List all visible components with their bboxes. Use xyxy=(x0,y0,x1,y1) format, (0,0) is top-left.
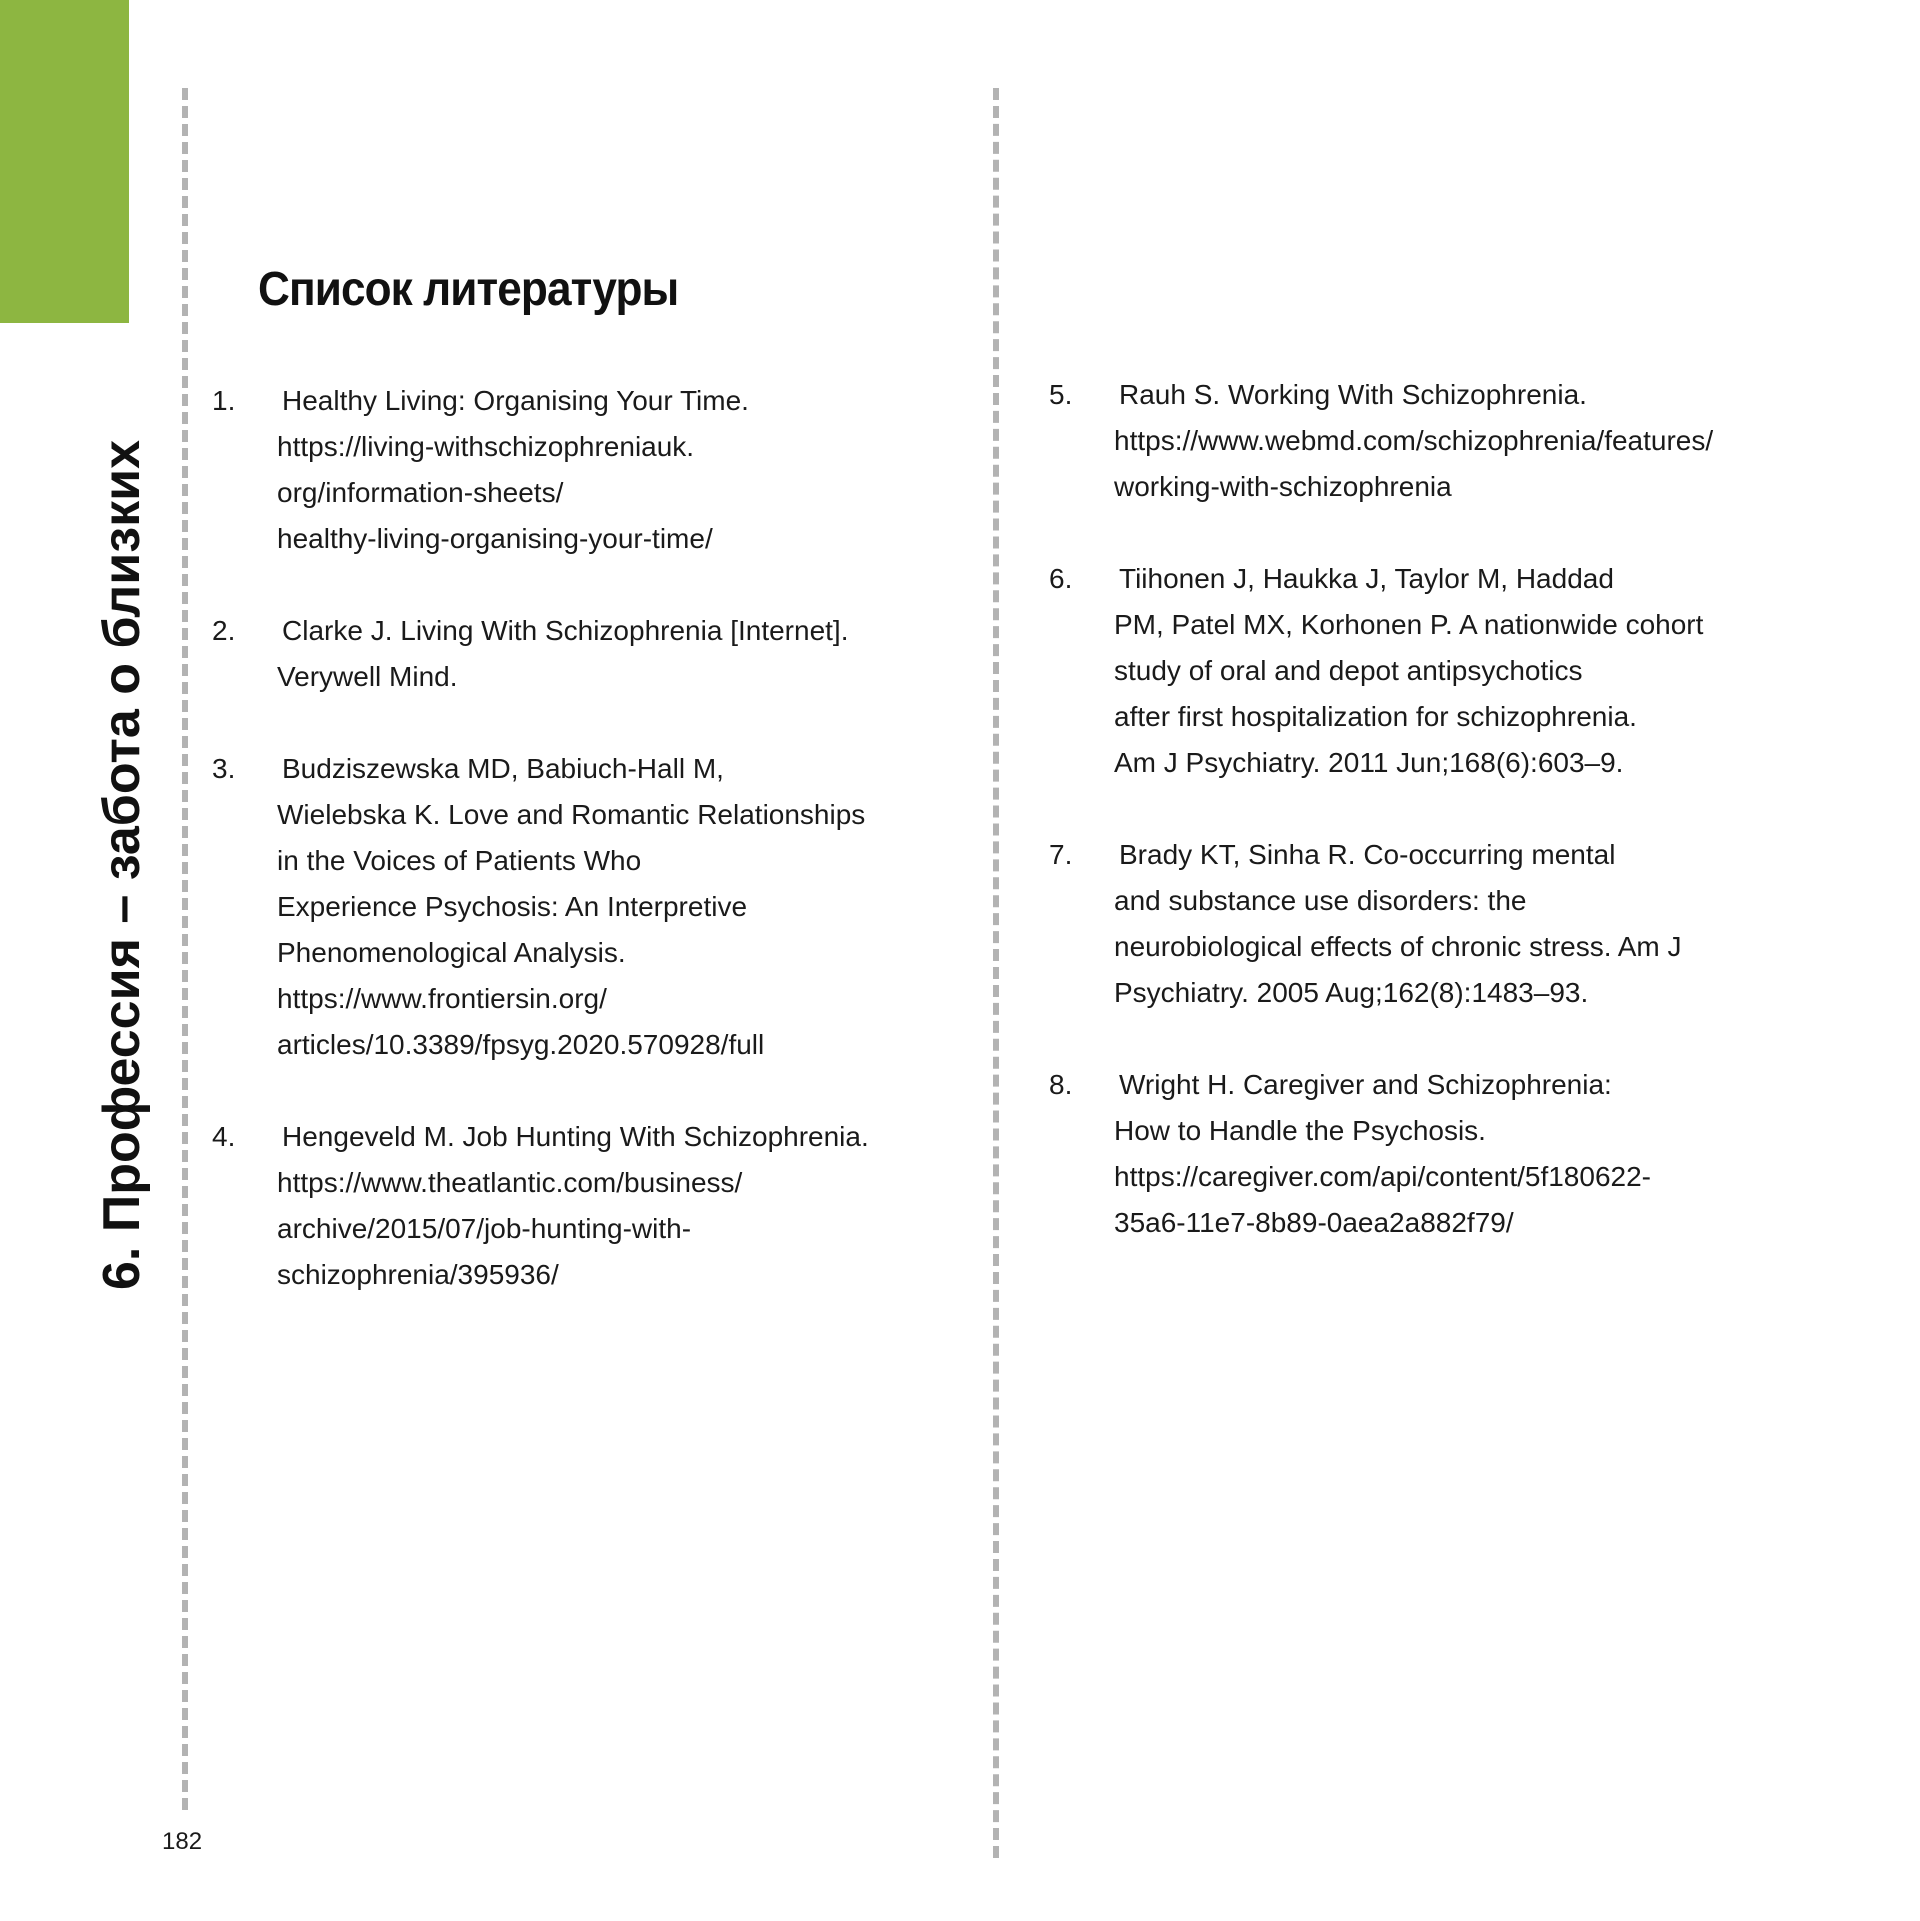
reference-number: 1. xyxy=(212,385,236,416)
reference-line: Experience Psychosis: An Interpretive xyxy=(277,891,748,922)
reference-line: Clarke J. Living With Schizophrenia [Internet]. xyxy=(282,615,849,646)
reference-line: Budziszewska MD, Babiuch-Hall M, xyxy=(282,753,724,784)
reference-line: in the Voices of Patients Who xyxy=(277,845,642,876)
references-column-right xyxy=(1049,372,1869,1292)
reference-text xyxy=(1114,832,1869,1016)
reference-line: articles/10.3389/fpsyg.2020.570928/full xyxy=(277,1029,765,1060)
reference-line: Tiihonen J, Haukka J, Taylor M, Haddad xyxy=(1119,563,1614,594)
reference-line: schizophrenia/395936/ xyxy=(277,1259,559,1290)
reference-line: Psychiatry. 2005 Aug;162(8):1483–93. xyxy=(1114,977,1589,1008)
reference-line: healthy-living-organising-your-time/ xyxy=(277,523,713,554)
reference-item xyxy=(212,378,972,562)
reference-line: 35a6-11e7-8b89-0aea2a882f79/ xyxy=(1114,1207,1514,1238)
reference-line: Brady KT, Sinha R. Co-occurring mental xyxy=(1119,839,1616,870)
reference-text xyxy=(277,746,972,1068)
reference-line: https://living-withschizophreniauk. xyxy=(277,431,695,462)
reference-number: 5. xyxy=(1049,379,1073,410)
reference-text xyxy=(277,608,972,700)
reference-line: PM, Patel MX, Korhonen P. A nationwide cohort xyxy=(1114,609,1704,640)
reference-line: archive/2015/07/job-hunting-with- xyxy=(277,1213,692,1244)
reference-line: Healthy Living: Organising Your Time. xyxy=(282,385,749,416)
reference-number: 7. xyxy=(1049,839,1073,870)
left-dashed-divider xyxy=(182,88,188,1810)
chapter-side-title: 6. Профессия – забота о близких xyxy=(93,439,151,1290)
reference-line: Wielebska K. Love and Romantic Relationships xyxy=(277,799,866,830)
reference-line: Hengeveld M. Job Hunting With Schizophrenia. xyxy=(282,1121,869,1152)
chapter-color-tab xyxy=(0,0,129,323)
reference-line: Am J Psychiatry. 2011 Jun;168(6):603–9. xyxy=(1114,747,1624,778)
reference-text xyxy=(277,1114,972,1298)
page-heading: Список литературы xyxy=(258,263,679,316)
reference-line: Phenomenological Analysis. xyxy=(277,937,626,968)
reference-item xyxy=(212,1114,972,1298)
center-dashed-divider xyxy=(993,88,999,1858)
reference-item xyxy=(1049,372,1869,510)
references-column-left xyxy=(212,378,972,1344)
page-number: 182 xyxy=(162,1828,203,1855)
reference-line: Wright H. Caregiver and Schizophrenia: xyxy=(1119,1069,1612,1100)
reference-text xyxy=(1114,556,1869,786)
reference-line: https://www.webmd.com/schizophrenia/features/ xyxy=(1114,425,1714,456)
reference-line: neurobiological effects of chronic stress. Am J xyxy=(1114,931,1682,962)
reference-line: Verywell Mind. xyxy=(277,661,458,692)
reference-item xyxy=(1049,1062,1869,1246)
reference-text xyxy=(1114,372,1869,510)
reference-line: study of oral and depot antipsychotics xyxy=(1114,655,1583,686)
reference-line: org/information-sheets/ xyxy=(277,477,564,508)
reference-line: after first hospitalization for schizophrenia. xyxy=(1114,701,1637,732)
reference-line: How to Handle the Psychosis. xyxy=(1114,1115,1486,1146)
reference-line: https://www.theatlantic.com/business/ xyxy=(277,1167,743,1198)
reference-number: 2. xyxy=(212,615,236,646)
reference-item xyxy=(1049,556,1869,786)
reference-item xyxy=(212,746,972,1068)
reference-number: 4. xyxy=(212,1121,236,1152)
reference-line: https://www.frontiersin.org/ xyxy=(277,983,607,1014)
reference-item xyxy=(1049,832,1869,1016)
reference-text xyxy=(277,378,972,562)
reference-number: 3. xyxy=(212,753,236,784)
reference-line: https://caregiver.com/api/content/5f180622- xyxy=(1114,1161,1651,1192)
reference-text xyxy=(1114,1062,1869,1246)
reference-number: 6. xyxy=(1049,563,1073,594)
reference-line: working-with-schizophrenia xyxy=(1114,471,1452,502)
reference-line: Rauh S. Working With Schizophrenia. xyxy=(1119,379,1587,410)
reference-line: and substance use disorders: the xyxy=(1114,885,1527,916)
reference-number: 8. xyxy=(1049,1069,1073,1100)
reference-item xyxy=(212,608,972,700)
